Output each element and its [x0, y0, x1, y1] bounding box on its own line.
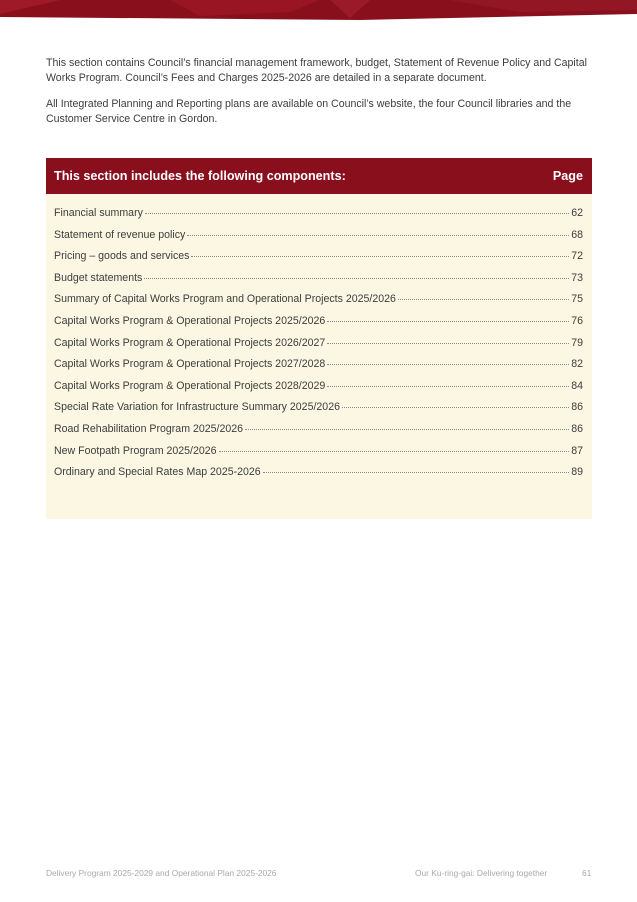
toc-row[interactable]	[54, 337, 583, 359]
toc-item-title: Special Rate Variation for Infrastructure Summary 2025/2026	[54, 401, 340, 414]
dot-leader	[219, 450, 570, 452]
toc-item-title: Road Rehabilitation Program 2025/2026	[54, 422, 244, 435]
toc-item-title: Statement of revenue policy	[54, 228, 186, 241]
dot-leader	[398, 298, 569, 300]
toc-item-title: Capital Works Program & Operational Projects 2027/2028	[54, 358, 326, 371]
top-banner	[0, 0, 637, 22]
toc-item-title: Ordinary and Special Rates Map 2025-2026	[54, 466, 261, 479]
toc-row[interactable]	[54, 229, 583, 251]
toc-row[interactable]	[54, 315, 583, 337]
toc-row[interactable]	[54, 401, 583, 423]
components-heading: This section includes the following components:	[54, 169, 346, 183]
dot-leader	[145, 212, 569, 214]
dot-leader	[327, 342, 569, 344]
toc-row[interactable]	[54, 358, 583, 380]
footer-tagline: Our Ku-ring-gai: Delivering together	[415, 868, 548, 878]
toc-item-page: 82	[571, 358, 583, 371]
dot-leader	[245, 428, 569, 430]
toc-item-page: 86	[571, 422, 583, 435]
toc-item-page: 68	[571, 228, 583, 241]
toc-item-page: 87	[571, 444, 583, 457]
dot-leader	[144, 277, 569, 279]
intro-paragraph-1: This section contains Council’s financial management framework, budget, Statement of Revenue Policy and Capital Works Program. Council’s Fees and Charges 2025-2026 are detailed in a separate document.	[46, 57, 587, 84]
components-table	[46, 158, 592, 519]
toc-item-page: 72	[571, 250, 583, 263]
toc-item-page: 76	[571, 314, 583, 327]
toc-item-title: Capital Works Program & Operational Projects 2028/2029	[54, 379, 326, 392]
components-table-header	[46, 158, 592, 194]
toc-item-title: Financial summary	[54, 207, 143, 219]
toc-item-title: New Footpath Program 2025/2026	[54, 444, 217, 457]
page-column-heading: Page	[552, 169, 583, 183]
dot-leader	[263, 471, 570, 473]
toc-list	[54, 207, 583, 488]
dot-leader	[187, 234, 569, 236]
toc-row[interactable]	[54, 445, 583, 467]
toc-row[interactable]	[54, 250, 583, 272]
toc-row[interactable]	[54, 207, 583, 229]
toc-item-page: 73	[571, 271, 583, 284]
toc-row[interactable]	[54, 380, 583, 402]
dot-leader	[327, 385, 569, 387]
toc-item-page: 86	[571, 401, 583, 414]
toc-row[interactable]	[54, 423, 583, 445]
toc-item-page: 75	[571, 293, 583, 306]
footer-page-number: 61	[582, 868, 592, 878]
toc-item-page: 84	[571, 379, 583, 392]
toc-row[interactable]	[54, 293, 583, 315]
toc-row[interactable]	[54, 272, 583, 294]
intro-paragraph-2: All Integrated Planning and Reporting plans are available on Council’s website, the four Council libraries and the Customer Service Centre in Gordon.	[46, 98, 572, 125]
toc-item-title: Summary of Capital Works Program and Operational Projects 2025/2026	[54, 293, 396, 306]
toc-row[interactable]	[54, 466, 583, 488]
dot-leader	[327, 363, 569, 365]
toc-item-page: 79	[571, 336, 583, 349]
toc-item-page: 62	[571, 207, 583, 219]
toc-item-title: Budget statements	[54, 271, 143, 284]
toc-item-page: 89	[571, 466, 583, 479]
dot-leader	[342, 406, 569, 408]
toc-item-title: Capital Works Program & Operational Projects 2025/2026	[54, 314, 326, 327]
toc-item-title: Capital Works Program & Operational Projects 2026/2027	[54, 336, 326, 349]
dot-leader	[327, 320, 569, 322]
toc-item-title: Pricing – goods and services	[54, 250, 190, 263]
dot-leader	[191, 255, 569, 257]
footer-document-title: Delivery Program 2025-2029 and Operational Plan 2025-2026	[46, 868, 277, 878]
